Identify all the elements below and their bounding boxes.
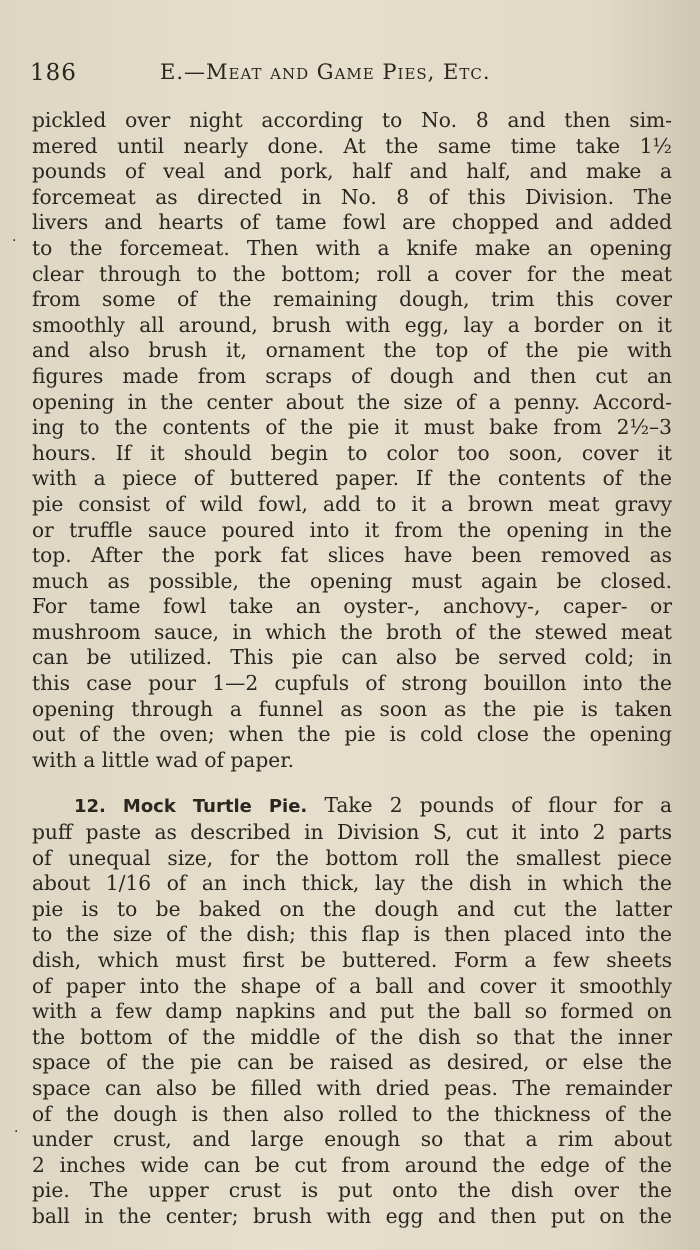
margin-mark: · (12, 233, 17, 249)
running-head: E.—Meat and Game Pies, Etc. (160, 60, 491, 84)
text-line: pie consist of wild fowl, add to it a brown meat gravy (32, 491, 672, 516)
page-header (30, 60, 660, 94)
text-line: figures made from scraps of dough and then cut an (32, 363, 672, 388)
text-line: ball in the center; brush with egg and then put on the (32, 1203, 672, 1228)
text-line: mered until nearly done. At the same time take 1½ (32, 133, 672, 158)
text-line: dish, which must first be buttered. Form a few sheets (32, 948, 672, 972)
text-line: space can also be filled with dried peas. The remainder (32, 1075, 672, 1100)
text-line: can be utilized. This pie can also be served cold; in (32, 645, 672, 670)
text-line: ing to the contents of the pie it must bake from 2½–3 (32, 415, 672, 440)
section-title: 12. Mock Turtle Pie. (74, 796, 308, 818)
text-line: clear through to the bottom; roll a cover for the meat (32, 261, 672, 286)
text-line: about 1/16 of an inch thick, lay the dish in which the (32, 871, 672, 896)
text-line: much as possible, the opening must again be closed. (32, 568, 672, 593)
text-line: mushroom sauce, in which the broth of the stewed meat (32, 619, 672, 644)
text-line: puff paste as described in Division S, cut it into 2 parts (32, 820, 672, 845)
margin-mark: · (14, 1124, 19, 1140)
section-12 (32, 793, 672, 1229)
text-line: of unequal size, for the bottom roll the smallest piece (32, 845, 672, 870)
text-line: forcemeat as directed in No. 8 of this Division. The (32, 184, 672, 209)
section-first-line (32, 793, 672, 820)
text-line: or truffle sauce poured into it from the opening in the (32, 517, 672, 542)
text-line: opening in the center about the size of a penny. Accord- (32, 389, 672, 414)
text-line: out of the oven; when the pie is cold close the opening (32, 722, 672, 747)
text-line: pounds of veal and pork, half and half, and make a (32, 159, 672, 184)
text-line: hours. If it should begin to color too soon, cover it (32, 440, 672, 465)
paragraph (32, 108, 672, 773)
text-line: to the forcemeat. Then with a knife make an opening (32, 235, 672, 260)
text-line: opening through a funnel as soon as the pie is taken (32, 696, 672, 721)
text-line: of the dough is then also rolled to the thickness of the (32, 1101, 672, 1126)
text-line: this case pour 1—2 cupfuls of strong bouillon into the (32, 671, 672, 696)
text-line: pickled over night according to No. 8 and then sim- (32, 108, 672, 132)
text-line: 2 inches wide can be cut from around the edge of the (32, 1152, 672, 1177)
text-line: For tame fowl take an oyster-, anchovy-, caper- or (32, 594, 672, 619)
text-line: of paper into the shape of a ball and cover it smoothly (32, 973, 672, 998)
section-lines (32, 820, 672, 1230)
text-line: the bottom of the middle of the dish so that the inner (32, 1024, 672, 1049)
text-line: smoothly all around, brush with egg, lay a border on it (32, 312, 672, 337)
body-text (32, 108, 672, 1230)
text-line: with a few damp napkins and put the ball so formed on (32, 999, 672, 1024)
text-line: pie is to be baked on the dough and cut the latter (32, 896, 672, 921)
page-number: 186 (30, 60, 77, 86)
text-line: livers and hearts of tame fowl are chopped and added (32, 210, 672, 235)
text-line: with a little wad of paper. (32, 747, 295, 772)
text-line: Take 2 pounds of flour for a (324, 793, 672, 818)
text-line: top. After the pork fat slices have been removed as (32, 543, 672, 568)
text-line: space of the pie can be raised as desired, or else the (32, 1050, 672, 1075)
text-line: from some of the remaining dough, trim this cover (32, 287, 672, 312)
text-line: under crust, and large enough so that a rim about (32, 1127, 672, 1152)
text-line: to the size of the dish; this flap is then placed into the (32, 922, 672, 947)
text-line: with a piece of buttered paper. If the contents of the (32, 466, 672, 491)
text-line: pie. The upper crust is put onto the dish over the (32, 1178, 672, 1203)
text-line: and also brush it, ornament the top of the pie with (32, 338, 672, 363)
